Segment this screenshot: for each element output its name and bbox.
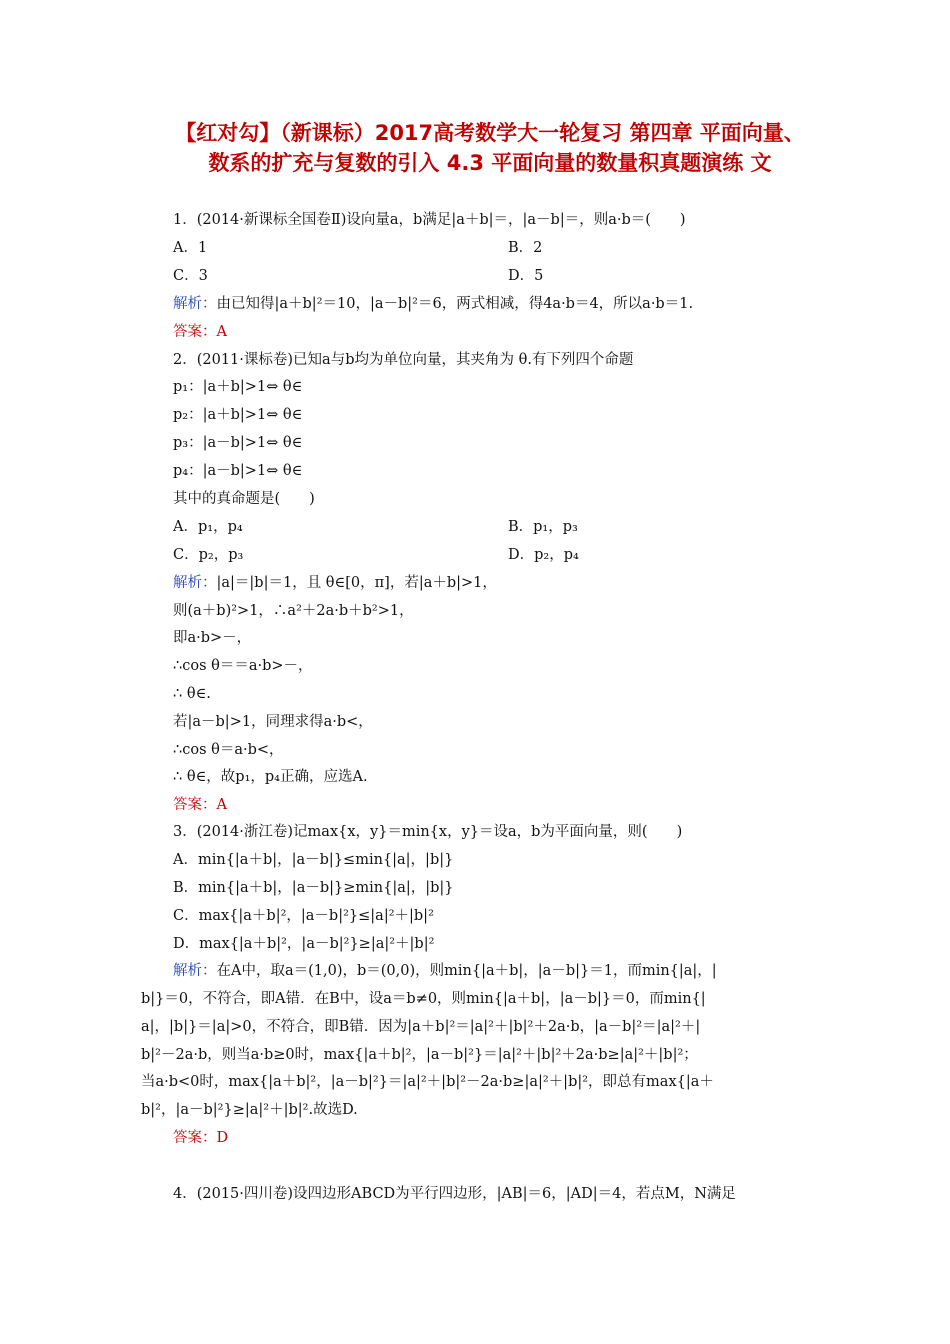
q3-option-c: C．max{|a＋b|²，|a－b|²}≤|a|²＋|b|² xyxy=(173,908,434,924)
q2-stem: 2．(2011·课标卷)已知a与b均为单位向量，其夹角为 θ.有下列四个命题 xyxy=(173,352,634,368)
q3-explanation-text: 在A中，取a＝(1,0)，b＝(0,0)，则min{|a＋b|，|a－b|}＝1，而min{|a|，| xyxy=(216,963,717,979)
title-line-2: 数系的扩充与复数的引入 4.3 平面向量的数量积真题演练 文 xyxy=(208,151,772,175)
q1-option-a: A．1 xyxy=(173,240,208,256)
q3-explanation xyxy=(173,961,717,981)
q1-option-b: B．2 xyxy=(508,240,543,256)
q3-stem: 3．(2014·浙江卷)记max{x，y}＝min{x，y}＝设a，b为平面向量，则( ) xyxy=(173,824,683,840)
q2-explanation-line-6: 若|a－b|>1，同理求得a·b<， xyxy=(173,714,373,730)
q1-answer: 答案：A xyxy=(173,324,227,340)
q2-explanation-line-5: ∴ θ∈. xyxy=(173,686,211,702)
q2-explanation-line-4: ∴cos θ＝＝a·b>－， xyxy=(173,658,313,674)
q3-explanation-line-5: 当a·b<0时，max{|a＋b|²，|a－b|²}＝|a|²＋|b|²－2a·b≥|a|²＋|b|²，即总有max{|a＋ xyxy=(141,1074,714,1090)
q2-proposition-p3: p₃：|a－b|>1⇔ θ∈ xyxy=(173,435,303,451)
q4-stem: 4．(2015·四川卷)设四边形ABCD为平行四边形，|AB|＝6，|AD|＝4，若点M，N满足 xyxy=(173,1186,736,1202)
q3-explanation-line-3: a|，|b|}＝|a|>0，不符合，即B错．因为|a＋b|²＝|a|²＋|b|²＋2a·b，|a－b|²＝|a|²＋| xyxy=(141,1019,701,1035)
q2-option-b: B．p₁，p₃ xyxy=(508,519,578,535)
q2-explanation-line-8: ∴ θ∈，故p₁，p₄正确，应选A. xyxy=(173,769,368,785)
q3-answer: 答案：D xyxy=(173,1130,229,1146)
q3-explanation-label: 解析： xyxy=(173,963,217,979)
q2-option-a: A．p₁，p₄ xyxy=(173,519,243,535)
q2-option-c: C．p₂，p₃ xyxy=(173,547,244,563)
q2-question: 其中的真命题是( ) xyxy=(173,491,315,507)
q1-explanation-text: 由已知得|a＋b|²＝10，|a－b|²＝6，两式相减，得4a·b＝4，所以a·b＝1. xyxy=(216,296,694,312)
q3-option-b: B．min{|a＋b|，|a－b|}≥min{|a|，|b|} xyxy=(173,880,454,896)
q2-explanation-line-3: 即a·b>－， xyxy=(173,630,252,646)
q2-option-d: D．p₂，p₄ xyxy=(508,547,579,563)
q2-explanation xyxy=(173,573,497,593)
q2-explanation-line-7: ∴cos θ＝a·b<， xyxy=(173,742,284,758)
q1-explanation xyxy=(173,294,693,314)
q3-explanation-line-6: b|²，|a－b|²}≥|a|²＋|b|².故选D. xyxy=(141,1102,358,1118)
q1-stem: 1．(2014·新课标全国卷Ⅱ)设向量a，b满足|a＋b|＝，|a－b|＝，则a·b＝( ) xyxy=(173,212,686,228)
q3-explanation-line-4: b|²－2a·b，则当a·b≥0时，max{|a＋b|²，|a－b|²}＝|a|²＋|b|²＋2a·b≥|a|²＋|b|²； xyxy=(141,1047,698,1063)
q3-explanation-line-2: b|}＝0，不符合，即A错．在B中，设a＝b≠0，则min{|a＋b|，|a－b|}＝0，而min{| xyxy=(141,991,706,1007)
title-line-1: 【红对勾】（新课标）2017高考数学大一轮复习 第四章 平面向量、 xyxy=(175,121,805,145)
page-title xyxy=(150,118,830,178)
q3-option-a: A．min{|a＋b|，|a－b|}≤min{|a|，|b|} xyxy=(173,852,454,868)
q1-option-c: C．3 xyxy=(173,268,208,284)
q2-explanation-text: |a|＝|b|＝1，且 θ∈[0，π]，若|a＋b|>1， xyxy=(216,575,497,591)
q2-explanation-label: 解析： xyxy=(173,575,217,591)
q2-proposition-p2: p₂：|a＋b|>1⇔ θ∈ xyxy=(173,407,303,423)
q1-option-d: D．5 xyxy=(508,268,544,284)
q3-option-d: D．max{|a＋b|²，|a－b|²}≥|a|²＋|b|² xyxy=(173,936,435,952)
q2-explanation-line-2: 则(a＋b)²>1，∴a²＋2a·b＋b²>1， xyxy=(173,603,414,619)
q2-proposition-p1: p₁：|a＋b|>1⇔ θ∈ xyxy=(173,379,303,395)
q1-explanation-label: 解析： xyxy=(173,296,217,312)
q2-answer: 答案：A xyxy=(173,797,227,813)
q2-proposition-p4: p₄：|a－b|>1⇔ θ∈ xyxy=(173,463,303,479)
